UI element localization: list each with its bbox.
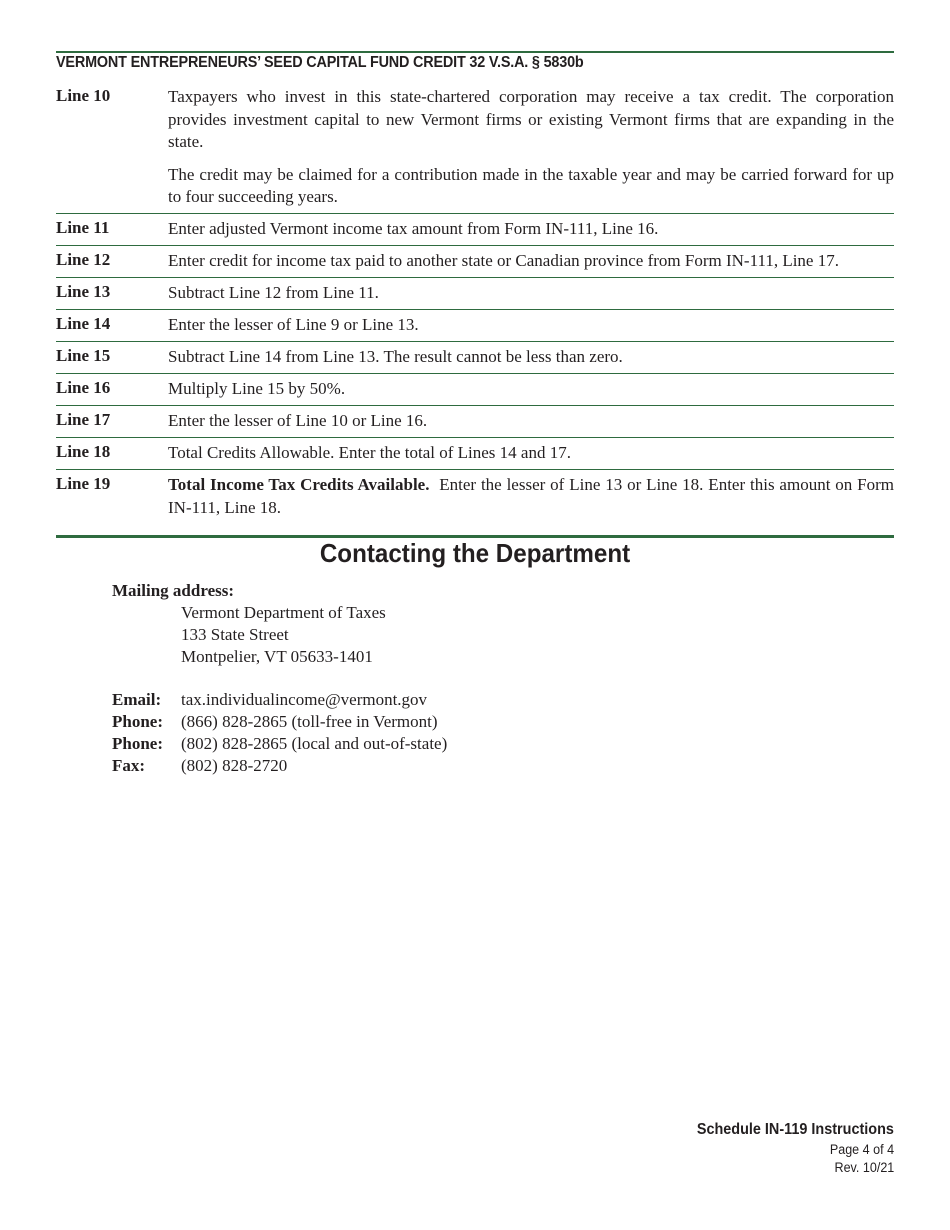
line-row-17 [56, 405, 894, 436]
line-label: Line 18 [56, 442, 111, 461]
line-label: Line 16 [56, 378, 111, 397]
contact-key: Phone: [112, 734, 163, 753]
line-text: Enter the lesser of Line 10 or Line 16. [168, 411, 428, 430]
contact-key: Fax: [112, 756, 146, 775]
line-text: Subtract Line 12 from Line 11. [168, 283, 379, 302]
line-label: Line 13 [56, 282, 111, 301]
contact-value: (802) 828-2720 [181, 756, 288, 775]
line-label: Line 12 [56, 250, 111, 269]
email-link[interactable]: tax.individualincome@vermont.gov [181, 690, 428, 709]
line-text: Subtract Line 14 from Line 13. The result cannot be less than zero. [168, 347, 623, 366]
contact-title: Contacting the Department [319, 538, 631, 568]
line-text: Multiply Line 15 by 50%. [168, 379, 346, 398]
line-label: Line 19 [56, 474, 111, 493]
line-label: Line 11 [56, 218, 110, 237]
contact-value: (802) 828-2865 (local and out-of-state) [181, 734, 448, 753]
line-row-13 [56, 277, 894, 308]
section-heading: VERMONT ENTREPRENEURS’ SEED CAPITAL FUND CREDIT 32 V.S.A. § 5830b [56, 54, 584, 71]
top-rule [56, 51, 894, 53]
contact-key: Email: [112, 690, 162, 709]
line-row-18 [56, 437, 894, 468]
footer-page-number: Page 4 of 4 [829, 1142, 894, 1157]
line-row-16 [56, 373, 894, 404]
address-line: 133 State Street [181, 625, 289, 644]
line-paragraph: The credit may be claimed for a contribution made in the taxable year and may be carried forward for up to four succeeding years. [168, 164, 894, 206]
line-row-15 [56, 341, 894, 372]
line-text: Enter the lesser of Line 9 or Line 13. [168, 315, 419, 334]
line-label: Line 17 [56, 410, 111, 429]
mailing-address-label: Mailing address: [112, 581, 235, 600]
line-row-10 [56, 82, 894, 210]
line-row-19 [56, 469, 894, 532]
contact-value: (866) 828-2865 (toll-free in Vermont) [181, 712, 438, 731]
address-line: Vermont Department of Taxes [181, 603, 386, 622]
line-text [168, 474, 894, 519]
address-line: Montpelier, VT 05633-1401 [181, 647, 373, 666]
footer-revision: Rev. 10/21 [834, 1160, 894, 1175]
line-label: Line 10 [56, 86, 111, 105]
line-text: Total Credits Allowable. Enter the total of Lines 14 and 17. [168, 443, 571, 462]
line-row-12 [56, 245, 894, 276]
line-label: Line 15 [56, 346, 111, 365]
line-row-11 [56, 213, 894, 244]
line-label: Line 14 [56, 314, 111, 333]
line-body-text: Enter the lesser of Line 13 or Line 18. Enter this amount on Form IN-111, Line 18. [168, 475, 895, 517]
line-paragraph: Taxpayers who invest in this state-chartered corporation may receive a tax credit. The corporation provides investment capital to new Vermont firms or existing Vermont firms that are expanding in the state. [168, 87, 894, 151]
line-row-14 [56, 309, 894, 340]
line-text: Enter credit for income tax paid to another state or Canadian province from Form IN-111, Line 17. [168, 251, 839, 270]
line-text: Enter adjusted Vermont income tax amount from Form IN-111, Line 16. [168, 219, 659, 238]
contact-key: Phone: [112, 712, 163, 731]
line-bold-text: Total Income Tax Credits Available. [168, 475, 430, 494]
line-text [168, 86, 894, 209]
footer-form-title: Schedule IN-119 Instructions [696, 1121, 894, 1138]
